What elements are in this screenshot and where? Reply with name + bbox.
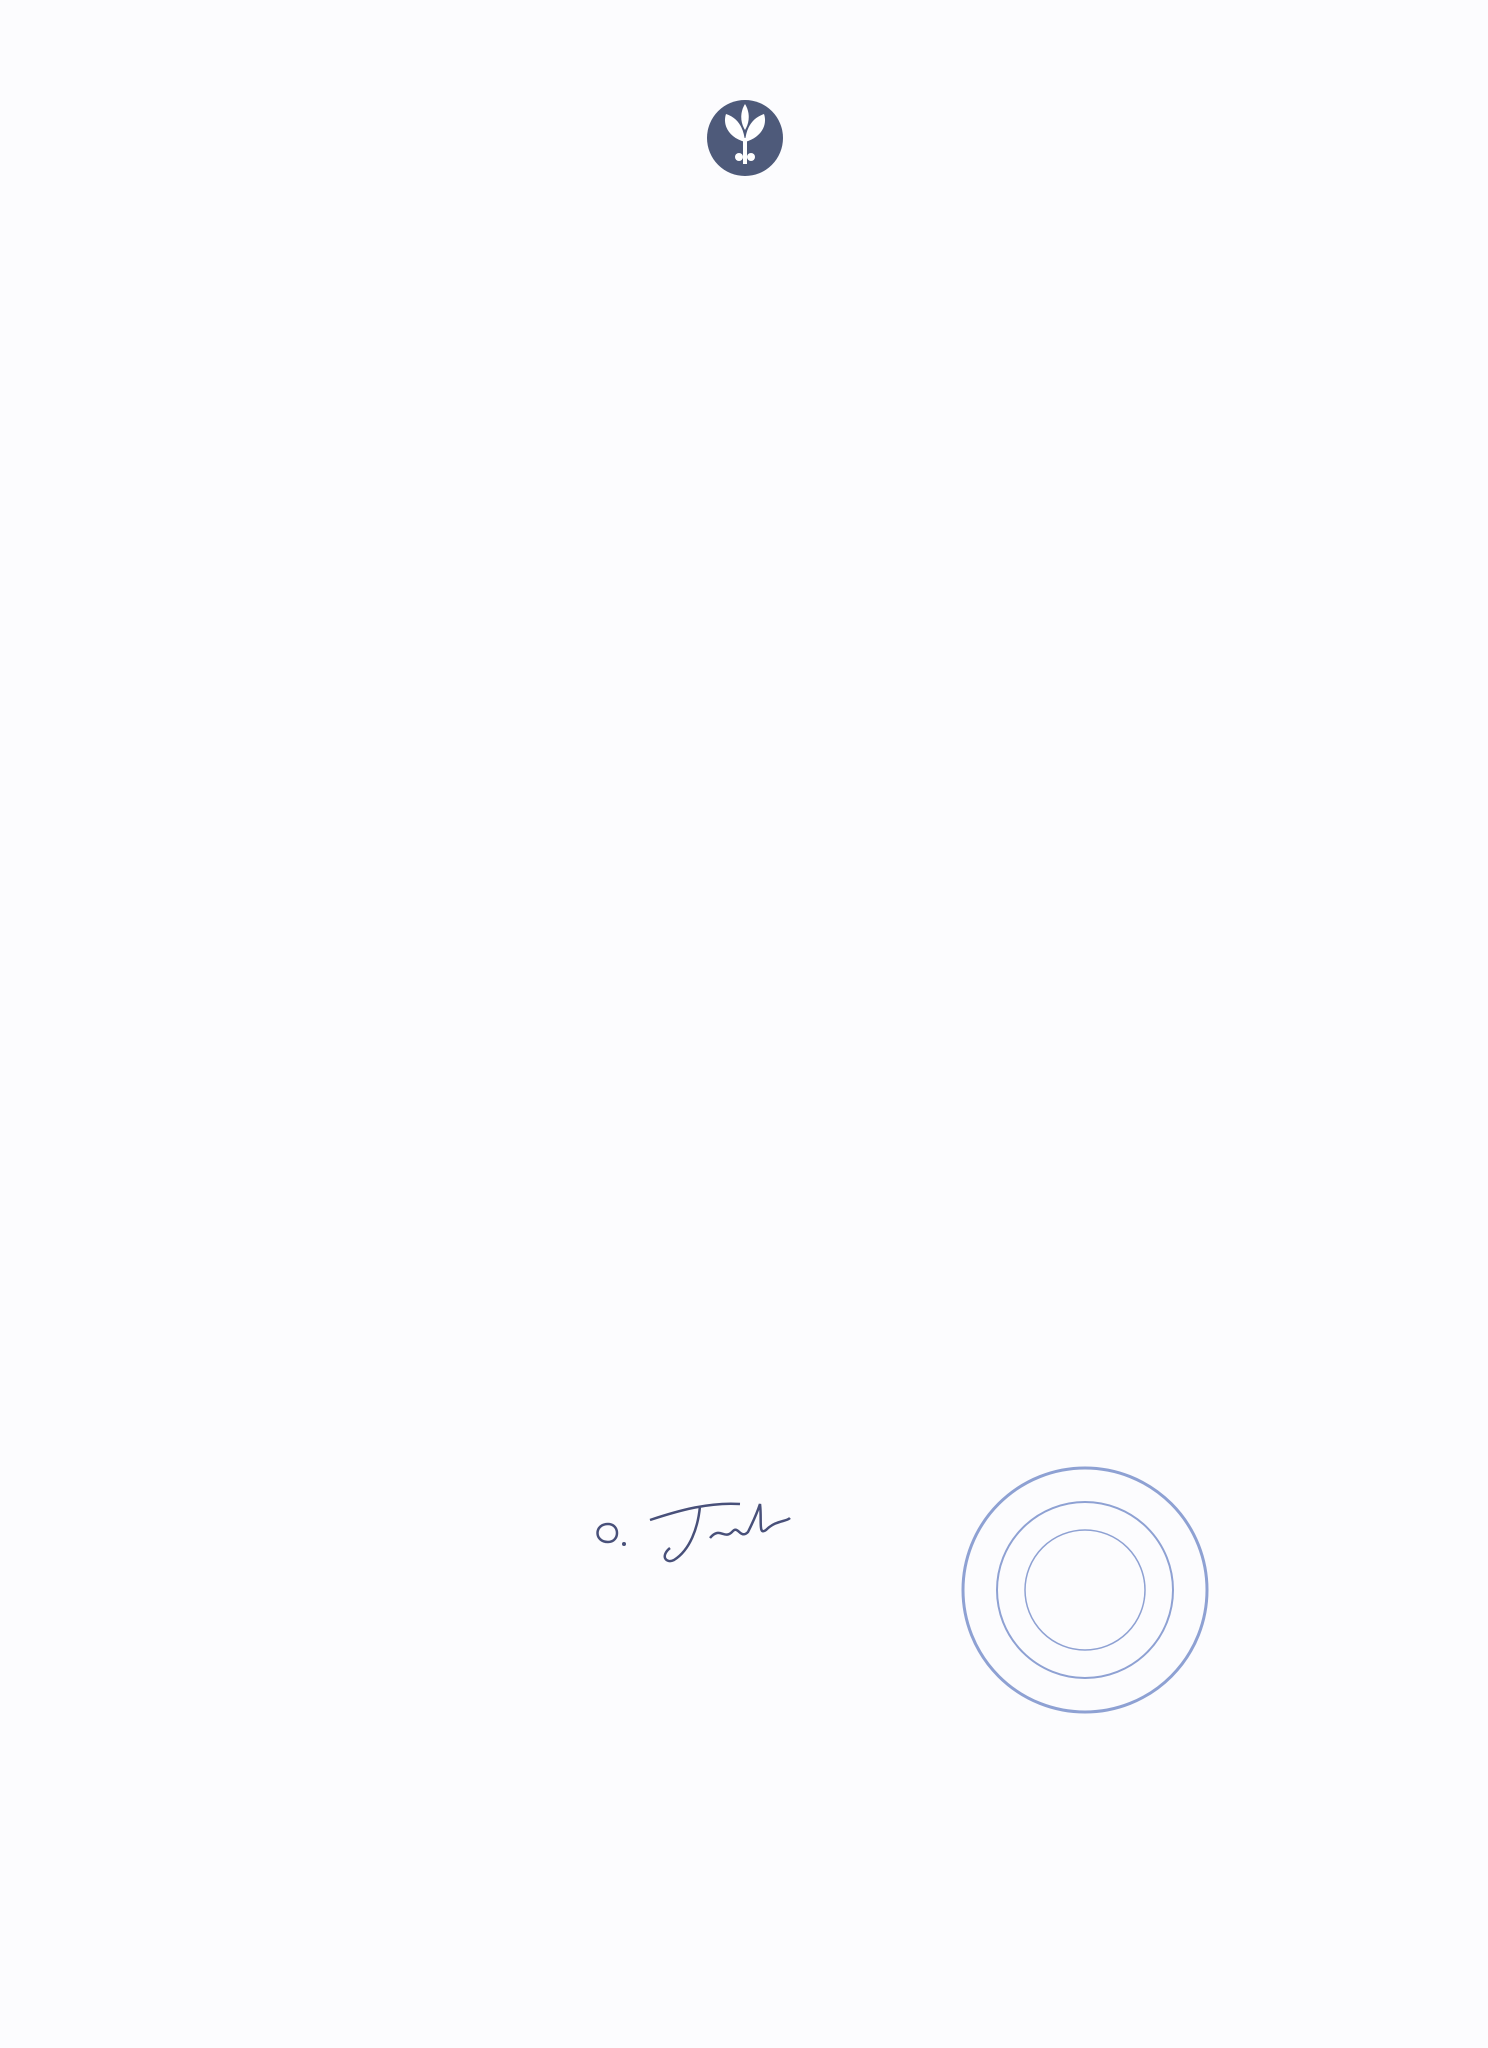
handwritten-signature (590, 1480, 840, 1570)
christmas-trees-border (0, 1690, 1488, 2048)
logo (610, 60, 880, 260)
organization-stamp (955, 1460, 1215, 1720)
leaf-sprout-icon (610, 60, 880, 190)
